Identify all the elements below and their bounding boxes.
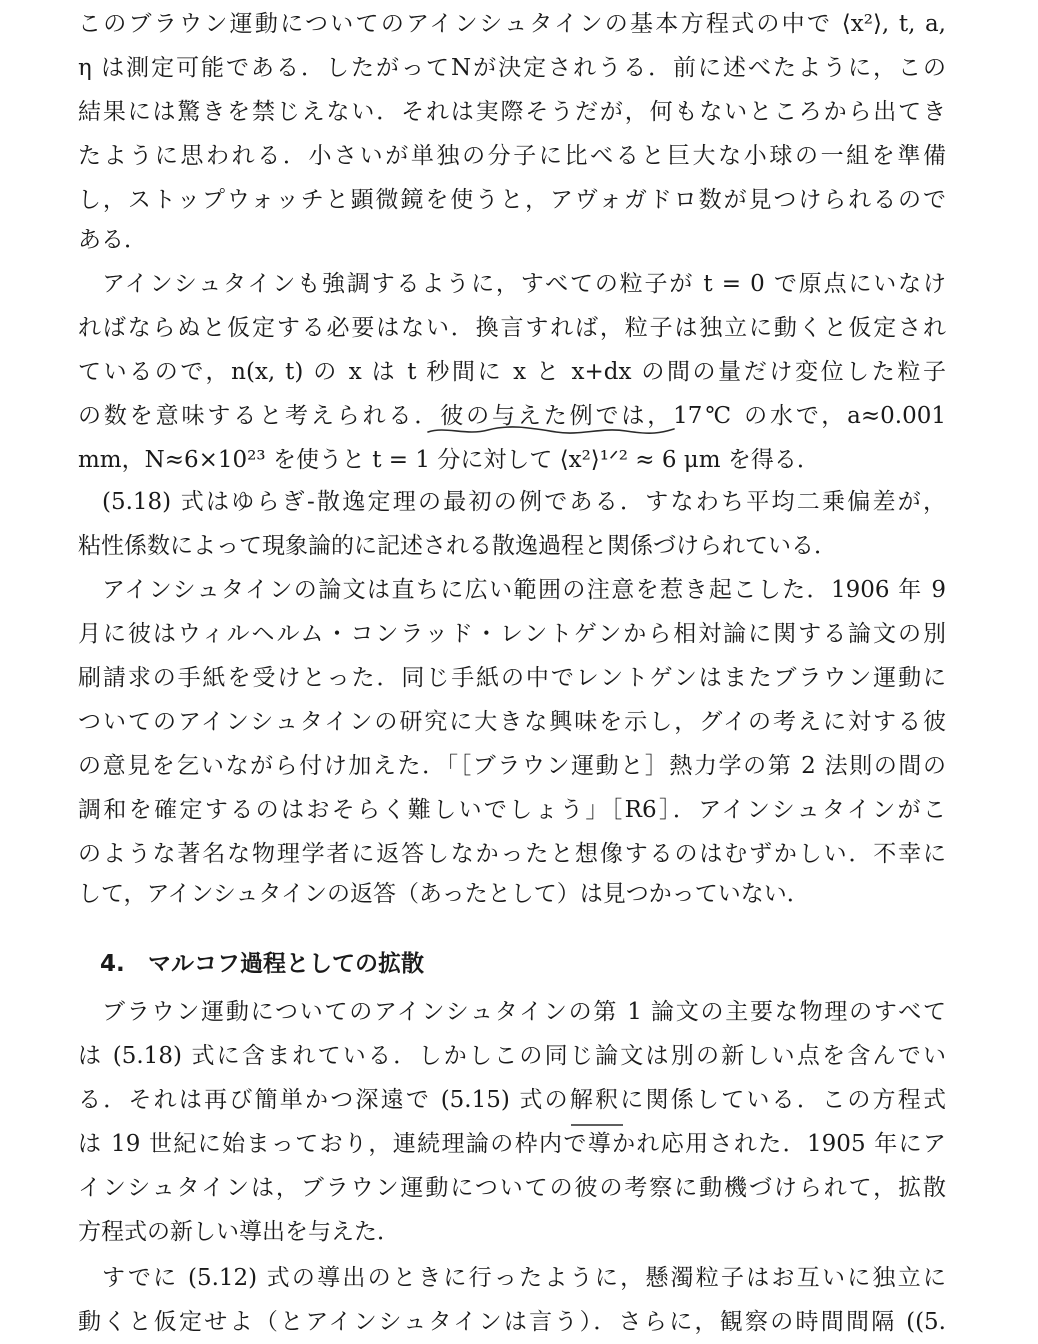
text-line: インシュタインは，ブラウン運動についての彼の考察に動機づけられて，拡散 [78, 1175, 946, 1201]
text-line: 調和を確定するのはおそらく難しいでしょう」［R6］．アインシュタインがこ [78, 797, 946, 823]
text-line: 月に彼はウィルヘルム・コンラッド・レントゲンから相対論に関する論文の別 [78, 621, 946, 647]
text-line: ブラウン運動についてのアインシュタインの第 1 論文の主要な物理のすべて [102, 999, 946, 1025]
section-number: 4. [100, 951, 125, 977]
text-line: の数を意味すると考えられる．彼の与えた例では，17℃ の水で，a≈0.001 [78, 403, 946, 429]
text-line: の意見を乞いながら付け加えた．「［ブラウン運動と］熱力学の第 2 法則の間の [78, 753, 946, 779]
text-line: 粘性係数によって現象論的に記述される散逸過程と関係づけられている． [78, 533, 837, 559]
text-line: ついてのアインシュタインの研究に大きな興味を示し，グイの考えに対する彼 [78, 709, 946, 735]
text-line: 結果には驚きを禁じえない．それは実際そうだが，何もないところから出てき [78, 99, 946, 125]
text-line: アインシュタインの論文は直ちに広い範囲の注意を惹き起こした．1906 年 9 [102, 577, 946, 603]
text-line: ある． [78, 227, 147, 253]
handwritten-underline [570, 1122, 624, 1128]
text-line: すでに (5.12) 式の導出のときに行ったように，懸濁粒子はお互いに独立に [102, 1265, 946, 1291]
text-line: し，ストップウォッチと顕微鏡を使うと，アヴォガドロ数が見つけられるので [78, 187, 946, 213]
text-line: 方程式の新しい導出を与えた． [78, 1219, 400, 1245]
text-line: は (5.18) 式に含まれている．しかしこの同じ論文は別の新しい点を含んでい [78, 1043, 946, 1069]
text-line: のような著名な物理学者に返答しなかったと想像するのはむずかしい．不幸に [78, 841, 946, 867]
text-line: は 19 世紀に始まっており，連続理論の枠内で導かれ応用された．1905 年にア [78, 1131, 946, 1157]
handwritten-underline [426, 424, 676, 438]
text-line: る．それは再び簡単かつ深遠で (5.15) 式の解釈に関係している．この方程式 [78, 1087, 946, 1113]
text-line: たように思われる．小さいが単独の分子に比べると巨大な小球の一組を準備 [78, 143, 946, 169]
section-heading [100, 942, 424, 986]
text-line: (5.18) 式はゆらぎ-散逸定理の最初の例である．すなわち平均二乗偏差が， [102, 489, 946, 515]
section-title: マルコフ過程としての拡散 [148, 951, 424, 977]
text-line: 刷請求の手紙を受けとった．同じ手紙の中でレントゲンはまたブラウン運動に [78, 665, 946, 691]
text-line: 動くと仮定せよ（とアインシュタインは言う）．さらに，観察の時間間隔 ((5. [78, 1309, 946, 1335]
text-line: して，アインシュタインの返答（あったとして）は見つかっていない． [78, 881, 810, 907]
text-line: η は測定可能である．したがってNが決定されうる．前に述べたように，この [78, 55, 946, 81]
text-line: このブラウン運動についてのアインシュタインの基本方程式の中で ⟨x²⟩, t, a, [78, 11, 946, 37]
text-line: アインシュタインも強調するように，すべての粒子が t = 0 で原点にいなけ [102, 271, 946, 297]
text-line: mm，N≈6×10²³ を使うと t = 1 分に対して ⟨x²⟩¹ᐟ² ≈ 6 μm を得る． [78, 447, 820, 473]
text-line: ればならぬと仮定する必要はない．換言すれば，粒子は独立に動くと仮定され [78, 315, 946, 341]
text-line: ているので，n(x, t) の x は t 秒間に x と x+dx の間の量だけ変位した粒子 [78, 359, 946, 385]
